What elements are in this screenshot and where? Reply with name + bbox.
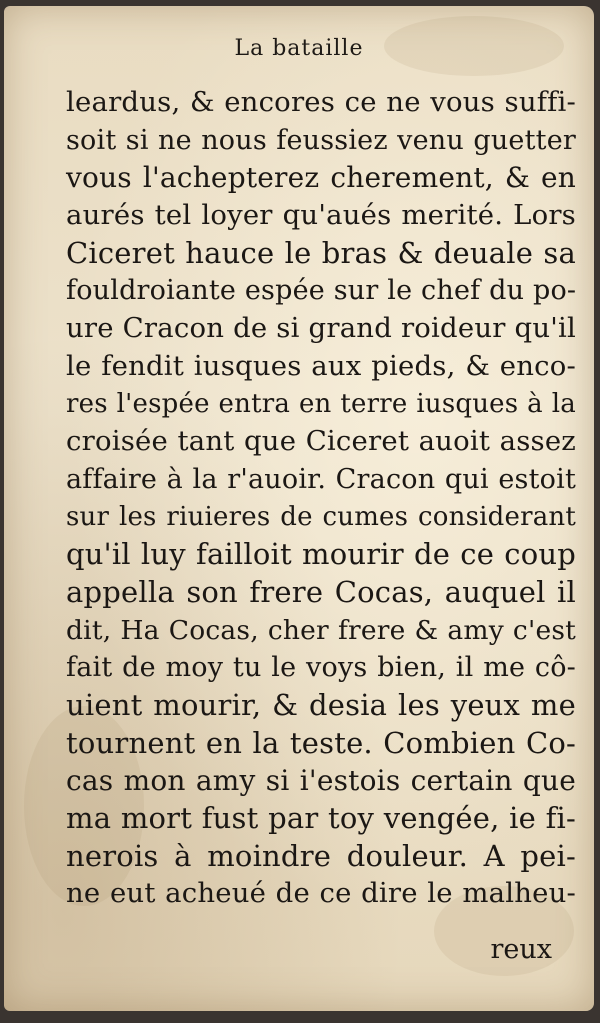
text-line: soit si ne nous feussiez venu guetter <box>66 124 576 156</box>
text-line: fouldroiante espée sur le chef du po- <box>66 275 577 307</box>
text-line: aurés tel loyer qu'aués merité. Lors <box>66 199 576 232</box>
text-line: cas mon amy si i'estois certain que <box>66 764 576 798</box>
catchword: reux <box>490 934 552 965</box>
text-line: affaire à la r'auoir. Cracon qui estoit <box>66 463 576 495</box>
text-line: Ciceret hauce le bras & deuale sa <box>66 235 576 270</box>
text-line: nerois à moindre douleur. A pei- <box>66 838 576 873</box>
text-line: leardus, & encores ce ne vous suffi- <box>66 86 576 118</box>
text-line: uient mourir, & desia les yeux me <box>66 688 576 722</box>
text-line: appella son frere Cocas, auquel il <box>66 574 576 609</box>
text-line: ure Cracon de si grand roideur qu'il <box>66 312 576 345</box>
body-text <box>66 84 576 913</box>
text-line: croisée tant que Ciceret auoit assez <box>66 425 576 458</box>
text-line: sur les riuieres de cumes considerant <box>66 501 576 532</box>
text-line: vous l'achepterez cherement, & en <box>66 161 576 195</box>
text-line: res l'espée entra en terre iusques à la <box>66 388 576 419</box>
text-line: tournent en la teste. Combien Co- <box>66 725 576 760</box>
text-line: ma mort fust par toy vengée, ie fi- <box>66 801 576 836</box>
text-line: ne eut acheué de ce dire le malheu- <box>66 877 576 910</box>
book-page <box>4 6 594 1011</box>
text-line: dit, Ha Cocas, cher frere & amy c'est <box>66 614 576 646</box>
text-line: le fendit iusques aux pieds, & enco- <box>66 349 576 382</box>
text-line: qu'il luy failloit mourir de ce coup <box>66 537 576 572</box>
running-head: La bataille <box>234 36 364 61</box>
text-line: fait de moy tu le voys bien, il me cô- <box>66 652 576 684</box>
